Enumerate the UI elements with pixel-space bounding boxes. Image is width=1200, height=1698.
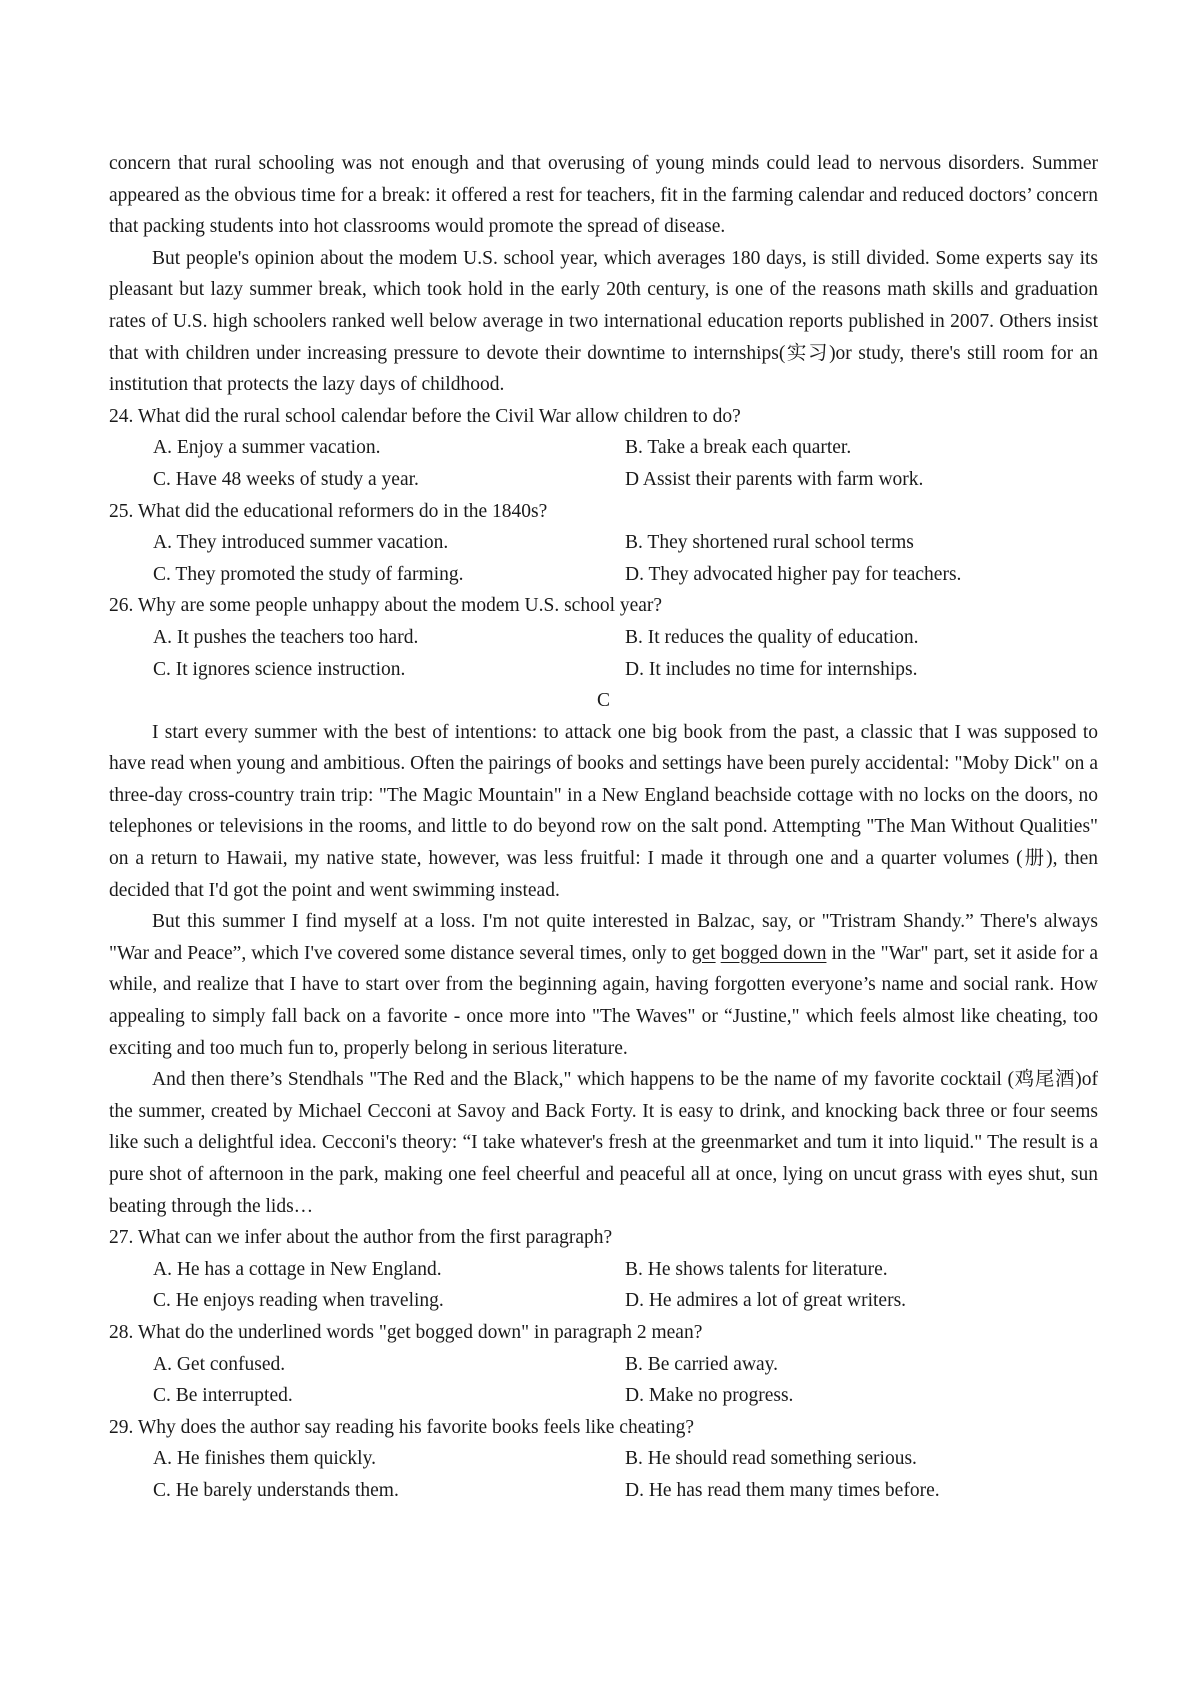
- option-c: C. They promoted the study of farming.: [153, 563, 464, 585]
- option-c: C. He enjoys reading when traveling.: [153, 1290, 444, 1312]
- option-d: D. He has read them many times before.: [625, 1479, 940, 1501]
- option-d: D. He admires a lot of great writers.: [625, 1290, 907, 1312]
- paragraph-text: in the "War" part, set it aside for a while, and realize that I have to start over from the beginning again, having forgotten everyone’s name and social rank. How appealing to simply fall back on a favorite - once more into "The Waves" or “Justine," which feels almost like cheating, too exciting and too much fun to, properly belong in serious literature.: [109, 942, 1098, 1059]
- option-d: D. Make no progress.: [625, 1385, 794, 1407]
- option-b: B. He should read something serious.: [625, 1448, 917, 1470]
- question-stem: 28. What do the underlined words "get bogged down" in paragraph 2 mean?: [109, 1321, 703, 1343]
- option-b: B. Take a break each quarter.: [625, 437, 852, 459]
- question-stem: 29. Why does the author say reading his favorite books feels like cheating?: [109, 1416, 695, 1438]
- option-b: B. He shows talents for literature.: [625, 1258, 888, 1280]
- answer-options: [109, 527, 1098, 590]
- option-c: C. He barely understands them.: [153, 1479, 399, 1501]
- underlined-words-bogged-down: bogged down: [720, 942, 827, 964]
- option-b: B. They shortened rural school terms: [625, 532, 914, 554]
- question-29: [109, 1412, 1098, 1507]
- option-a: A. Enjoy a summer vacation.: [153, 437, 381, 459]
- passage-c-paragraph-3: And then there’s Stendhals "The Red and the Black," which happens to be the name of my favorite cocktail (鸡尾酒)of the summer, created by Michael Cecconi at Savoy and Back Forty. It is easy to drink, and knocking back three or four seems like such a delightful idea. Cecconi's theory: “I take whatever's fresh at the greenmarket and tum it into liquid." The result is a pure shot of afternoon in the park, making one feel cheerful and peaceful all at once, lying on uncut grass with eyes shut, sun beating through the lids…: [109, 1069, 1098, 1217]
- option-d: D. It includes no time for internships.: [625, 658, 918, 680]
- underlined-word-get: get: [691, 942, 716, 964]
- answer-options: [109, 1443, 1098, 1506]
- question-27: [109, 1222, 1098, 1317]
- passage-b-paragraph-2: But people's opinion about the modem U.S. school year, which averages 180 days, is still divided. Some experts say its pleasant but lazy summer break, which took hold in the early 20th century, is one of the reasons math skills and graduation rates of U.S. high schoolers ranked well below average in two international education reports published in 2007. Others insist that with children under increasing pressure to devote their downtime to internships(实习)or study, there's still room for an institution that protects the lazy days of childhood.: [109, 247, 1098, 396]
- question-stem: 26. Why are some people unhappy about the modem U.S. school year?: [109, 595, 663, 617]
- passage-b-paragraph-1: concern that rural schooling was not enough and that overusing of young minds could lead to nervous disorders. Summer appeared as the obvious time for a break: it offered a rest for teachers, fit in the farming calendar and reduced doctors’ concern that packing students into hot classrooms would promote the spread of disease.: [109, 153, 1098, 238]
- option-a: A. They introduced summer vacation.: [153, 532, 449, 554]
- option-d: D Assist their parents with farm work.: [625, 468, 924, 490]
- paragraph-text: But this summer I find myself at a loss. I'm not quite interested in Balzac, say, or "Tristram Shandy.” There's always "War and Peace”, which I've covered some distance several times, only to: [109, 911, 1098, 964]
- question-26: [109, 590, 1098, 685]
- answer-options: [109, 1349, 1098, 1412]
- exam-page: [109, 148, 1098, 1507]
- option-a: A. He finishes them quickly.: [153, 1448, 376, 1470]
- option-c: C. Be interrupted.: [153, 1385, 293, 1407]
- answer-options: [109, 1254, 1098, 1317]
- option-c: C. Have 48 weeks of study a year.: [153, 468, 419, 490]
- question-stem: 27. What can we infer about the author from the first paragraph?: [109, 1227, 613, 1249]
- question-25: [109, 496, 1098, 591]
- question-stem: 25. What did the educational reformers do in the 1840s?: [109, 500, 548, 522]
- question-24: [109, 401, 1098, 496]
- answer-options: [109, 622, 1098, 685]
- question-28: [109, 1317, 1098, 1412]
- option-a: A. He has a cottage in New England.: [153, 1258, 442, 1280]
- answer-options: [109, 432, 1098, 495]
- option-a: A. It pushes the teachers too hard.: [153, 626, 419, 648]
- question-stem: 24. What did the rural school calendar before the Civil War allow children to do?: [109, 405, 741, 427]
- option-b: B. It reduces the quality of education.: [625, 626, 919, 648]
- option-a: A. Get confused.: [153, 1353, 286, 1375]
- section-heading: C: [596, 690, 610, 712]
- passage-c-paragraph-2: [109, 906, 1098, 1064]
- option-b: B. Be carried away.: [625, 1353, 779, 1375]
- passage-c-paragraph-1: I start every summer with the best of intentions: to attack one big book from the past, a classic that I was supposed to have read when young and ambitious. Often the pairings of books and settings have been purely accidental: "Moby Dick" on a three-day cross-country train trip: "The Magic Mountain" in a New England beachside cottage with no locks on the doors, no telephones or televisions in the rooms, and little to do beyond row on the salt pond. Attempting "The Man Without Qualities" on a return to Hawaii, my native state, however, was less fruitful: I made it through one and a quarter volumes (册), then decided that I'd got the point and went swimming instead.: [109, 721, 1098, 901]
- option-c: C. It ignores science instruction.: [153, 658, 406, 680]
- option-d: D. They advocated higher pay for teachers.: [625, 563, 962, 585]
